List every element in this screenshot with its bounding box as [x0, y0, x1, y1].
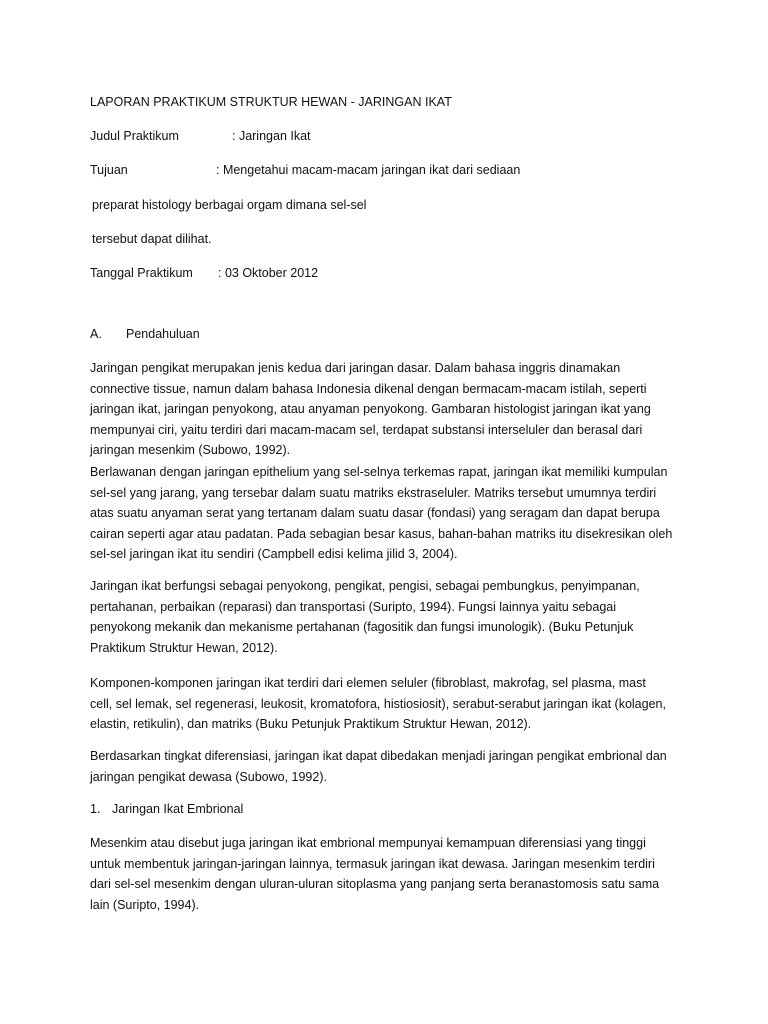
field-tujuan-continuation-2: tersebut dapat dilihat.	[92, 232, 212, 246]
paragraph-line: mempunyai ciri, yaitu terdiri dari macam-macam sel, terdapat substansi interseluler dan berasal dari	[90, 422, 643, 437]
document-title: LAPORAN PRAKTIKUM STRUKTUR HEWAN - JARINGAN IKAT	[90, 95, 452, 109]
paragraph-line: sel-sel jaringan ikat itu sendiri (Campbell edisi kelima jilid 3, 2004).	[90, 547, 458, 562]
paragraph-line: Berdasarkan tingkat diferensiasi, jaringan ikat dapat dibedakan menjadi jaringan pengikat embrional dan	[90, 749, 667, 763]
paragraph-line: atas suatu anyaman serat yang tertanam dalam suatu dasar (fondasi) yang seragam dan dapat berupa	[90, 506, 660, 521]
subsection-number: 1.	[90, 802, 101, 816]
paragraph-line: Jaringan ikat berfungsi sebagai penyokong, pengikat, pengisi, sebagai pembungkus, penyimpanan,	[90, 579, 640, 593]
paragraph-line: Komponen-komponen jaringan ikat terdiri dari elemen seluler (fibroblast, makrofag, sel plasma, mast	[90, 676, 646, 690]
paragraph-line: jaringan mesenkim (Subowo, 1992).	[90, 443, 291, 458]
field-value: : 03 Oktober 2012	[218, 266, 319, 280]
field-tanggal-praktikum	[90, 263, 318, 284]
paragraph-line: Mesenkim atau disebut juga jaringan ikat embrional mempunyai kemampuan diferensiasi yang tinggi	[90, 836, 646, 850]
paragraph-line: jaringan ikat, jaringan penyokong, atau anyaman penyokong. Gambaran histologist jaringan ikat yang	[90, 402, 651, 417]
paragraph-line: jaringan pengikat dewasa (Subowo, 1992).	[90, 769, 327, 784]
field-tujuan	[90, 160, 520, 181]
paragraph-line: lain (Suripto, 1994).	[90, 897, 200, 912]
paragraph-3	[90, 576, 695, 658]
field-value: : Jaringan Ikat	[232, 129, 311, 143]
section-number: A.	[90, 327, 102, 341]
paragraph-line: untuk membentuk jaringan-jaringan lainnya, termasuk jaringan ikat dewasa. Jaringan mesenkim terdiri	[90, 856, 655, 871]
field-label: Tujuan	[90, 163, 128, 177]
section-title: Pendahuluan	[126, 327, 200, 341]
section-heading-pendahuluan	[90, 324, 200, 345]
paragraph-line: pertahanan, perbaikan (reparasi) dan transportasi (Suripto, 1994). Fungsi lainnya yaitu sebagai	[90, 599, 617, 614]
paragraph-line: Praktikum Struktur Hewan, 2012).	[90, 640, 278, 655]
paragraph-1	[90, 358, 695, 461]
field-label: Tanggal Praktikum	[90, 266, 193, 280]
paragraph-line: dari sel-sel mesenkim dengan uluran-uluran sitoplasma yang panjang serta beranastomosis satu sama	[90, 877, 660, 892]
paragraph-2	[90, 462, 695, 565]
field-judul-praktikum	[90, 126, 311, 147]
paragraph-line: penyokong mekanik dan mekanisme pertahanan (fagositik dan fungsi imunologik). (Buku Petunjuk	[90, 620, 634, 635]
paragraph-line: cell, sel lemak, sel regenerasi, leukosit, kromatofora, histiosiosit), serabut-serabut jaringan ikat (kolagen,	[90, 696, 666, 711]
paragraph-line: cairan seperti agar atau padatan. Pada sebagian besar kasus, bahan-bahan matriks itu disekresikan oleh	[90, 526, 673, 541]
subsection-heading-jaringan-ikat-embrional	[90, 799, 243, 820]
paragraph-4	[90, 673, 695, 735]
paragraph-embrional	[90, 833, 695, 915]
paragraph-line: Jaringan pengikat merupakan jenis kedua dari jaringan dasar. Dalam bahasa inggris dinamakan	[90, 361, 621, 375]
paragraph-line: Berlawanan dengan jaringan epithelium yang sel-selnya terkemas rapat, jaringan ikat memiliki kumpulan	[90, 465, 668, 479]
subsection-title: Jaringan Ikat Embrional	[112, 802, 244, 816]
field-label: Judul Praktikum	[90, 129, 179, 143]
paragraph-line: sel-sel yang jarang, yang tersebar dalam suatu matriks ekstraseluler. Matriks tersebut umumnya terdiri	[90, 485, 657, 500]
field-tujuan-continuation-1: preparat histology berbagai orgam dimana sel-sel	[92, 198, 367, 212]
paragraph-line: elastin, retikulin), dan matriks (Buku Petunjuk Praktikum Struktur Hewan, 2012).	[90, 717, 532, 732]
paragraph-5	[90, 746, 695, 787]
field-value: : Mengetahui macam-macam jaringan ikat dari sediaan	[216, 163, 521, 177]
paragraph-line: connective tissue, namun dalam bahasa Indonesia dikenal dengan bermacam-macam istilah, seperti	[90, 381, 647, 396]
